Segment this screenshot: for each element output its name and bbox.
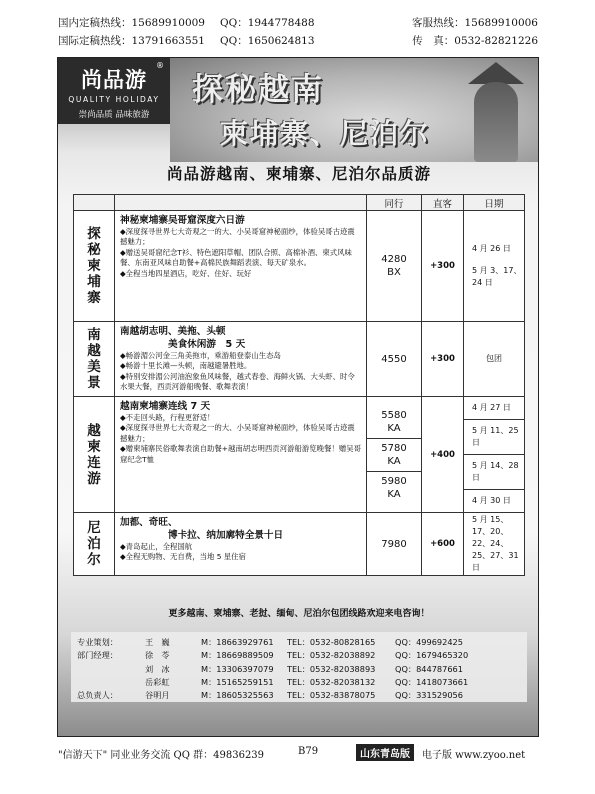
category-cell: 探 秘 柬 埔 寨 [74,211,115,322]
conical-hat-icon [468,62,524,84]
page-number: B79 [298,746,319,757]
intl-qq: QQ：1650624813 [220,35,315,47]
brand-logo [58,58,170,124]
route-bullet: ◆深度探寻世界七大奇观之一的大、小吴哥窟神秘面纱，体验吴哥古迹震撼魅力； [120,423,355,443]
route-description [115,322,367,397]
route-bullet: ◆畅游湄公河金三角美拖市，乘游船登泰山生态岛 [120,351,281,360]
departure-dates: 4 月 26 日 5 月 3、17、24 日 [464,211,525,322]
route-bullet: ◆全程无购物、无自费，当地 5 星住宿 [120,552,246,562]
contact-list [71,632,527,702]
route-bullet: ◆赠柬埔寨民俗歌舞表演自助餐+越南胡志明西贡河游船游览晚餐！赠吴哥窟纪念T恤 [120,444,361,464]
page-footer [58,744,538,762]
direct-surcharge: +400 [422,397,464,513]
table-row [74,322,525,397]
header-blank [115,195,367,211]
contact-row: 岳彩虹 M：15165259151 TEL：0532-82038132 QQ：1418073661 [145,676,469,687]
route-title: 越南柬埔寨连线 7 天 [120,401,211,412]
route-bullet: ◆深度探寻世界七大奇观之一的大、小吴哥窟神秘面纱，体验吴哥古迹震撼魅力； [120,227,355,247]
contact-row: 专业策划： 王 巍 M：18663929761 TEL：0532-80828165 QQ：499692425 [77,637,463,647]
tour-table [73,194,525,576]
category-cell: 南 越 美 景 [74,322,115,397]
route-bullet: ◆全程当地四星酒店，吃好、住好、玩好 [120,268,252,278]
logo-english-name: QUALITY HOLIDAY [68,95,160,104]
peer-price: 7980 [367,513,422,576]
route-title-line2: 美食休闲游 5 天 [168,339,246,350]
domestic-qq: QQ：1944778488 [220,17,315,29]
route-description [115,211,367,322]
ad-frame [57,57,539,737]
fax-number: 传 真：0532-82821226 [412,35,538,47]
route-description [115,397,367,513]
peer-price: 4280 BX [367,211,422,322]
registered-mark: ® [156,61,164,70]
contact-row: 刘 冰 M：13306397079 TEL：0532-82038893 QQ：844787661 [145,663,463,674]
hero-banner [170,58,539,162]
table-row [74,397,525,513]
logo-brand-name: 尚品游 [81,67,147,92]
hotline-header [58,14,538,50]
route-title: 加都、奇旺、 [120,517,178,528]
page-subtitle: 尚品游越南、柬埔寨、尼泊尔品质游 [166,165,431,183]
footer-qq-group: "信游天下" 同业业务交流 QQ 群：49836239 [58,750,265,761]
service-hotline: 客服热线：15689910006 [412,17,538,29]
table-header-row [74,195,525,211]
category-cell: 越 柬 连 游 [74,397,115,513]
header-blank [74,195,115,211]
direct-surcharge: +300 [422,211,464,322]
banner-title-line2: 柬埔寨、尼泊尔 [220,117,431,150]
table-row [74,513,525,576]
departure-dates: 包团 [464,322,525,397]
inquiry-banner: 更多越南、柬埔寨、老挝、缅甸、尼泊尔包团线路欢迎来电咨询！ [168,609,430,619]
website-link[interactable]: 电子版 www.zyoo.net [422,750,526,761]
route-bullet: ◆赠送吴哥窟纪念T衫、特色遮阳草帽、团队合照、高棉补酒、柬式风味餐、东南亚风味自助餐+高棉民族舞蹈表演、每天矿泉水。 [120,247,352,268]
logo-slogan: 崇尚品质 品味旅游 [78,110,150,120]
departure-dates: 4 月 27 日 5 月 11、25 日 5 月 14、28 日 4 月 30 日 [464,397,525,513]
category-cell: 尼 泊 尔 [74,513,115,576]
domestic-hotline: 国内定稿热线：15689910009 [58,17,205,29]
route-title-line2: 博卡拉、纳加廓特全景十日 [168,530,284,541]
header-date: 日期 [464,195,525,211]
intl-hotline: 国际定稿热线：13791663551 [58,35,205,47]
header-peer-price: 同行 [367,195,422,211]
route-bullet: ◆特别安排湄公河油泡象鱼风味餐，越式春卷、海鲜火锅、大头虾、时令水果大餐，西贡河游船晚餐、歌舞表演！ [120,371,355,392]
peer-price: 5580 KA 5780 KA 5980 KA [367,397,422,513]
peer-price: 4550 [367,322,422,397]
direct-surcharge: +600 [422,513,464,576]
header-direct-price: 直客 [422,195,464,211]
route-title: 南越胡志明、美拖、头顿 [120,326,226,337]
route-bullet: ◆不走回头路，行程更舒适！ [120,413,215,422]
contact-row: 总负责人： 谷明月 M：18605325563 TEL：0532-83878075 QQ：331529056 [77,690,463,701]
route-bullet: ◆青岛起止，全程国航 [120,542,193,551]
banner-title-line1: 探秘越南 [192,72,324,108]
table-row [74,211,525,322]
route-title: 神秘柬埔寨吴哥窟深度六日游 [120,215,245,226]
edition-badge: 山东青岛版 [356,744,414,761]
route-description [115,513,367,576]
woman-figure-icon [474,82,518,162]
departure-dates: 5 月 15、17、20、22、24、25、27、31 日 [464,513,525,576]
direct-surcharge: +300 [422,322,464,397]
route-bullet: ◆畅游十里长滩—头顿，南越避暑胜地。 [120,361,252,371]
contact-row: 部门经理： 徐 苓 M：18669889509 TEL：0532-82038892 QQ：1679465320 [77,650,469,661]
